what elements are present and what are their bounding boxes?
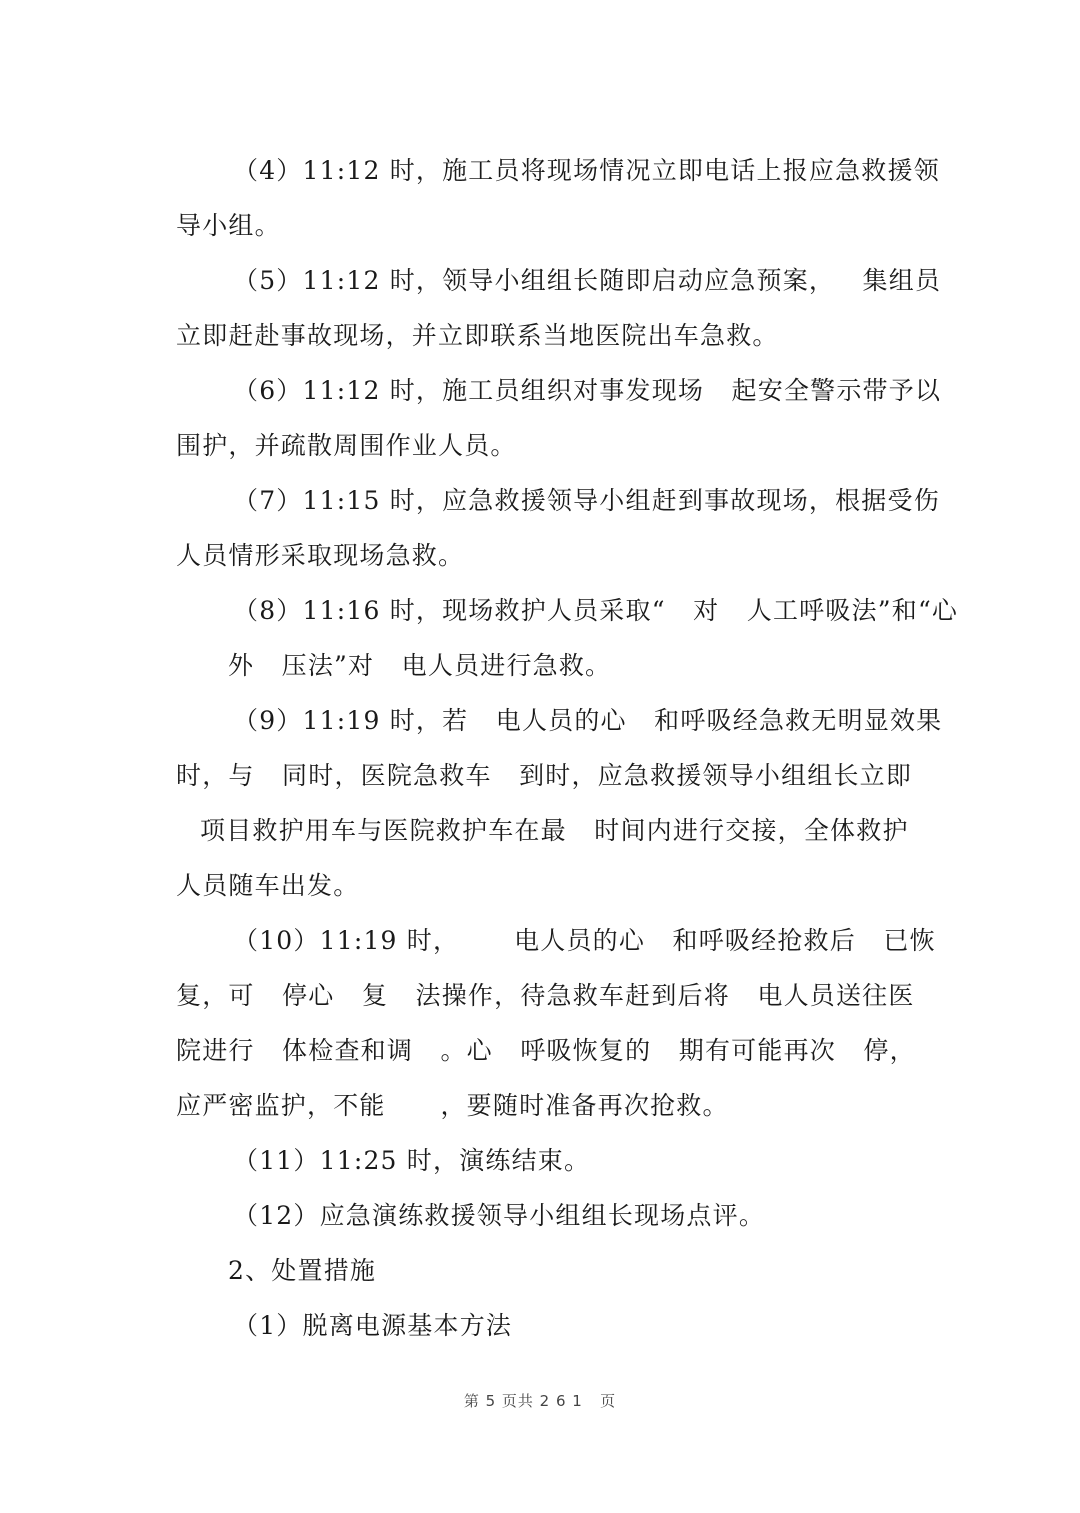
- text-line: 复，可 停心 复 法操作，待急救车赶到后将 电人员送往医: [176, 981, 915, 1010]
- text-line: （1）脱离电源基本方法: [233, 1311, 513, 1340]
- text-line: 项目救护用车与医院救护车在最 时间内进行交接，全体救护: [200, 816, 909, 845]
- text-line: （8）11:16 时，现场救护人员采取“ 对 人工呼吸法”和“心: [233, 596, 959, 625]
- text-line: 人员情形采取现场急救。: [176, 541, 465, 570]
- text-line: 应严密监护，不能 ，要随时准备再次抢救。: [176, 1091, 729, 1120]
- section-heading: 2、处置措施: [228, 1256, 377, 1285]
- text-line: （9）11:19 时，若 电人员的心 和呼吸经急救无明显效果: [233, 706, 943, 735]
- text-line: 时，与 同时，医院急救车 到时，应急救援领导小组组长立即: [176, 761, 913, 790]
- text-line: 外 压法”对 电人员进行急救。: [228, 651, 612, 680]
- text-line: 立即赶赴事故现场，并立即联系当地医院出车急救。: [176, 321, 779, 350]
- text-line: （11）11:25 时，演练结束。: [233, 1146, 591, 1175]
- text-line: （7）11:15 时，应急救援领导小组赶到事故现场，根据受伤: [233, 486, 940, 515]
- page-footer: 第 5 页共 2 6 1 页: [463, 1392, 617, 1410]
- text-line: （5）11:12 时，领导小组组长随即启动应急预案， 集组员: [233, 266, 942, 295]
- text-line: （4）11:12 时，施工员将现场情况立即电话上报应急救援领: [233, 156, 940, 185]
- text-line: 导小组。: [176, 211, 281, 240]
- text-line: （12）应急演练救援领导小组组长现场点评。: [233, 1201, 766, 1230]
- text-line: （6）11:12 时，施工员组织对事发现场 起安全警示带予以: [233, 376, 942, 405]
- text-line: 院进行 体检查和调 。心 呼吸恢复的 期有可能再次 停，: [176, 1036, 916, 1065]
- text-line: 围护，并疏散周围作业人员。: [176, 431, 517, 460]
- text-line: （10）11:19 时， 电人员的心 和呼吸经抢救后 已恢: [233, 926, 936, 955]
- text-line: 人员随车出发。: [176, 871, 360, 900]
